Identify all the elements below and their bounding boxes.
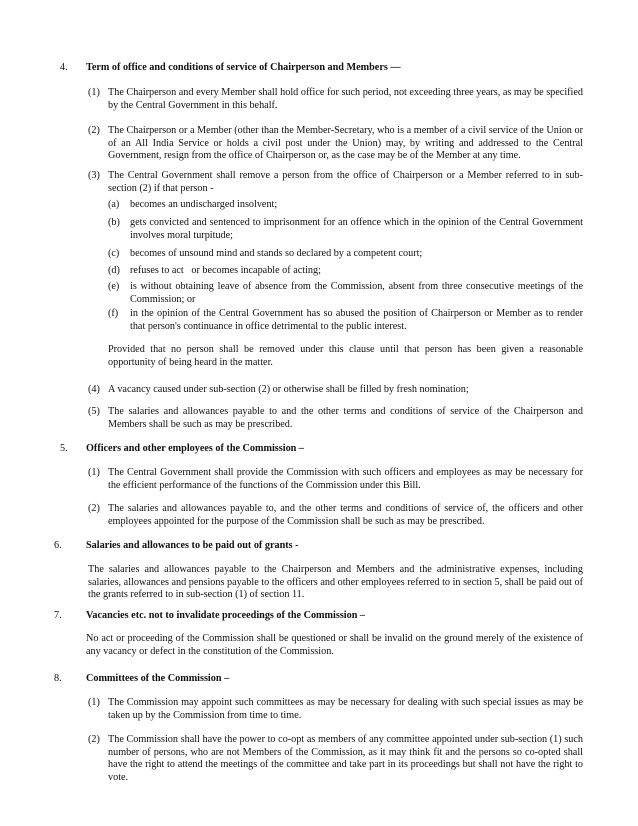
clause-label: (e) bbox=[108, 281, 120, 292]
section-5-subsection-2 bbox=[88, 503, 583, 529]
subsection-text: The salaries and allowances payable to, and the other terms and conditions of service of, the officers and other employees appointed for the purpose of the Commission shall be such as may be prescribed. bbox=[108, 503, 583, 527]
section-4-subsection-1 bbox=[88, 87, 583, 113]
section-6-body: The salaries and allowances payable to the Chairperson and Members and the administrative expenses, including salaries, allowances and pensions payable to the officers and other employees referred to in section 5, shall be paid out of the grants referred to in sub-section (1) of section 11. bbox=[88, 564, 583, 601]
section-6-title: Salaries and allowances to be paid out of grants - bbox=[86, 540, 299, 551]
section-5-number: 5. bbox=[60, 443, 68, 454]
subsection-label: (2) bbox=[88, 125, 100, 136]
section-4-subsection-2 bbox=[88, 125, 583, 165]
clause-text: refuses to act or becomes incapable of acting; bbox=[130, 265, 321, 276]
clause-f bbox=[108, 308, 583, 334]
section-5-title: Officers and other employees of the Commission – bbox=[86, 443, 304, 454]
subsection-text: The salaries and allowances payable to and the other terms and conditions of service of the Chairperson and Members shall be such as may be prescribed. bbox=[108, 406, 583, 430]
clause-e bbox=[108, 281, 583, 307]
section-8-subsection-2 bbox=[88, 734, 583, 786]
section-4-subsection-5 bbox=[88, 406, 583, 432]
subsection-text: The Commission shall have the power to co-opt as members of any committee appointed under sub-section (1) such number of persons, who are not Members of the Commission, as it may think fit and the persons so co-opted shall have the right to attend the meetings of the committee and take part in its proceedings but shall not have the right to vote. bbox=[108, 734, 583, 783]
section-7-number: 7. bbox=[54, 610, 62, 621]
clause-text: becomes an undischarged insolvent; bbox=[130, 199, 278, 210]
subsection-label: (2) bbox=[88, 734, 100, 745]
section-4-subsection-4 bbox=[88, 384, 583, 397]
subsection-text: The Commission may appoint such committees as may be necessary for dealing with such special issues as may be taken up by the Commission from time to time. bbox=[108, 697, 583, 721]
subsection-text: A vacancy caused under sub-section (2) or otherwise shall be filled by fresh nomination; bbox=[108, 384, 469, 395]
subsection-text: The Chairperson and every Member shall hold office for such period, not exceeding three years, as may be specified by the Central Government in this behalf. bbox=[108, 87, 583, 111]
subsection-label: (2) bbox=[88, 503, 100, 514]
clause-label: (d) bbox=[108, 265, 120, 276]
subsection-label: (3) bbox=[88, 170, 100, 181]
clause-text: is without obtaining leave of absence from the Commission, absent from three consecutive meetings of the Commission; or bbox=[130, 281, 583, 305]
section-4-number: 4. bbox=[60, 62, 68, 73]
clause-text: in the opinion of the Central Government has so abused the position of Chairperson or Member as to render that person's continuance in office detrimental to the public interest. bbox=[130, 308, 583, 332]
section-8-subsection-1 bbox=[88, 697, 583, 723]
clause-label: (f) bbox=[108, 308, 119, 319]
clause-c bbox=[108, 248, 583, 261]
subsection-text: The Chairperson or a Member (other than the Member-Secretary, who is a member of a civil service of the Union or of an All India Service or holds a civil post under the Union) may, by writing and addressed to the Central Government, resign from the office of Chairperson or, as the case may be of the Member at any time. bbox=[108, 125, 583, 162]
clause-label: (a) bbox=[108, 199, 120, 210]
section-7-title: Vacancies etc. not to invalidate proceedings of the Commission – bbox=[86, 610, 366, 621]
subsection-label: (5) bbox=[88, 406, 100, 417]
section-6-number: 6. bbox=[54, 540, 62, 551]
subsection-text: The Central Government shall remove a person from the office of Chairperson or a Member referred to in sub-section (2) if that person - bbox=[108, 170, 583, 194]
clause-label: (b) bbox=[108, 217, 120, 228]
section-4-proviso: Provided that no person shall be removed under this clause until that person has been given a reasonable opportunity of being heard in the matter. bbox=[108, 344, 583, 368]
clause-b bbox=[108, 217, 583, 243]
section-8-title: Committees of the Commission – bbox=[86, 673, 230, 684]
clause-text: becomes of unsound mind and stands so declared by a competent court; bbox=[130, 248, 423, 259]
section-5-subsection-1 bbox=[88, 467, 583, 493]
clause-d bbox=[108, 265, 583, 278]
section-4-subsection-3 bbox=[88, 170, 583, 196]
subsection-label: (1) bbox=[88, 87, 100, 98]
section-8-number: 8. bbox=[54, 673, 62, 684]
subsection-text: The Central Government shall provide the Commission with such officers and employees as may be necessary for the efficient performance of the functions of the Commission under this Bill. bbox=[108, 467, 583, 491]
subsection-label: (1) bbox=[88, 697, 100, 708]
clause-text: gets convicted and sentenced to imprisonment for an offence which in the opinion of the Central Government involves moral turpitude; bbox=[130, 217, 583, 241]
section-4-title: Term of office and conditions of service of Chairperson and Members — bbox=[86, 62, 401, 73]
clause-a bbox=[108, 199, 583, 212]
subsection-label: (4) bbox=[88, 384, 100, 395]
subsection-label: (1) bbox=[88, 467, 100, 478]
section-7-body: No act or proceeding of the Commission shall be questioned or shall be invalid on the ground merely of the existence of any vacancy or defect in the constitution of the Commission. bbox=[86, 633, 583, 657]
clause-label: (c) bbox=[108, 248, 120, 259]
